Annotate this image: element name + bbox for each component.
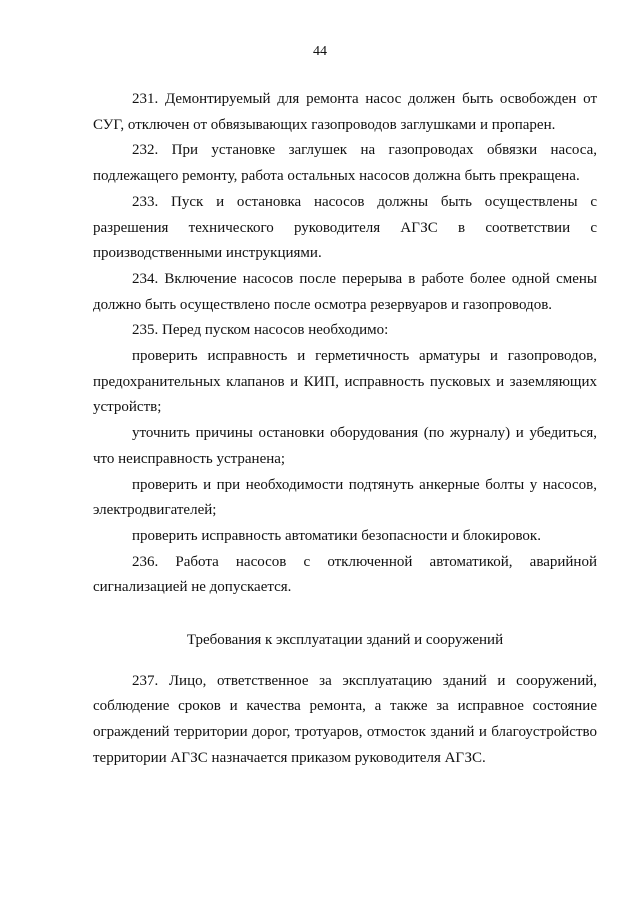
paragraph-237: 237. Лицо, ответственное за эксплуатацию зданий и сооружений, соблюдение сроков и качества ремонта, а также за исправное состояние ограждений территории дорог, тротуаров, отмосток зданий и благоустройство территории АГЗС назначается приказом руководителя АГЗС. [93,672,597,766]
paragraph-236: 236. Работа насосов с отключенной автоматикой, аварийной сигнализацией не допускается. [93,553,597,596]
page-number: 44 [313,44,327,59]
list-item-stop-reasons: уточнить причины остановки оборудования (по журналу) и убедиться, что неисправность устранена; [93,425,597,467]
list-item-safety-automation: проверить исправность автоматики безопасности и блокировок. [132,527,541,544]
list-item-check-fittings: проверить исправность и герметичность арматуры и газопроводов, предохранительных клапанов и КИП, исправность пусковых и заземляющих устройств; [93,348,597,416]
list-item-anchor-bolts: проверить и при необходимости подтянуть анкерные болты у насосов, электродвигателей; [93,476,597,519]
paragraph-233: 233. Пуск и остановка насосов должны быть осуществлены с разрешения технического руководителя АГЗС в соответствии с производственными инструкциями. [93,193,597,262]
paragraph-232: 232. При установке заглушек на газопроводах обвязки насоса, подлежащего ремонту, работа остальных насосов должна быть прекращена. [93,142,597,185]
section-heading: Требования к эксплуатации зданий и сооружений [186,632,504,649]
paragraph-234: 234. Включение насосов после перерыва в работе более одной смены должно быть осуществлено после осмотра резервуаров и газопроводов. [93,270,597,313]
document-body [93,87,597,772]
paragraph-235: 235. Перед пуском насосов необходимо: [132,322,389,339]
paragraph-231: 231. Демонтируемый для ремонта насос должен быть освобожден от СУГ, отключен от обвязывающих газопроводов заглушками и пропарен. [93,91,597,133]
